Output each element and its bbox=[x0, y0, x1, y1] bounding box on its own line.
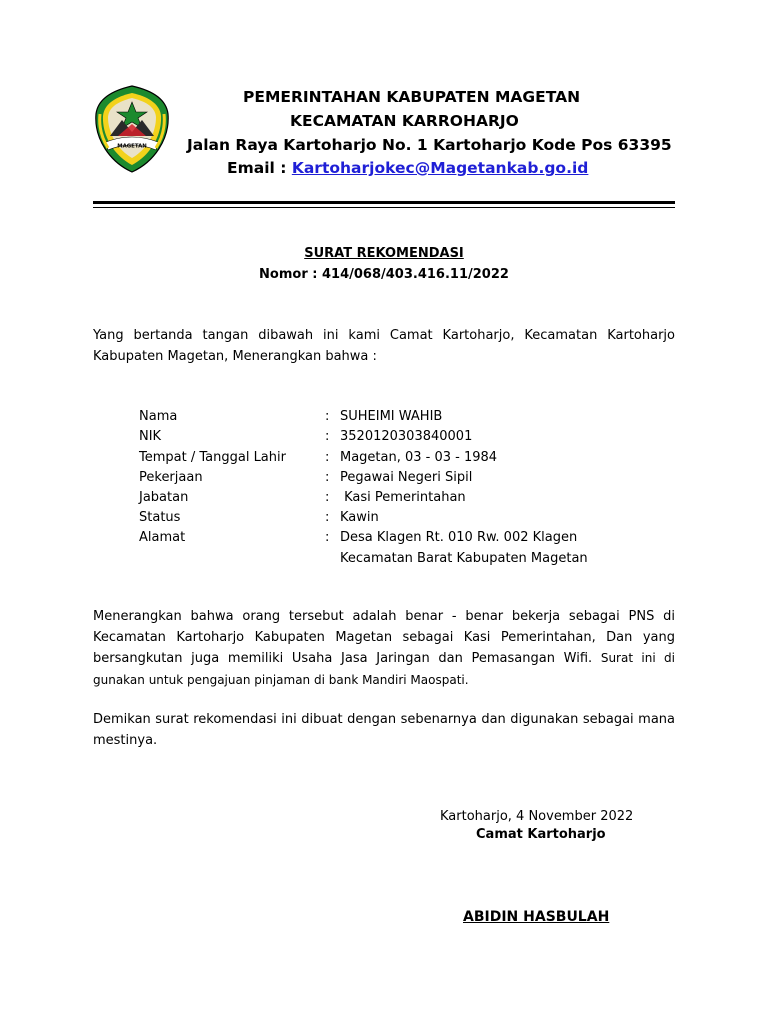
body-paragraph-part1: Menerangkan bahwa orang tersebut adalah benar - benar bekerja sebagai PNS di Kecamatan Kartoharjo Kabupaten Magetan sebagai Kasi Pemerintahan, Dan yang bersangkutan juga memiliki Usaha Jasa Jaringan dan Pemasangan Wifi. bbox=[93, 609, 675, 666]
letterhead-district: KECAMATAN KARROHARJO bbox=[290, 112, 519, 130]
identity-label: NIK bbox=[139, 429, 162, 444]
identity-value: SUHEIMI WAHIB bbox=[340, 409, 443, 424]
signature-place-date: Kartoharjo, 4 November 2022 bbox=[440, 809, 634, 824]
letterhead-government: PEMERINTAHAN KABUPATEN MAGETAN bbox=[243, 88, 581, 106]
body-paragraph-part2: Surat ini di gunakan untuk pengajuan pinjaman di bank Mandiri Maospati. bbox=[93, 651, 675, 687]
identity-separator: : bbox=[325, 450, 330, 465]
identity-separator: : bbox=[325, 429, 330, 444]
identity-separator: : bbox=[325, 510, 330, 525]
identity-separator: : bbox=[325, 530, 330, 545]
opening-paragraph: Yang bertanda tangan dibawah ini kami Camat Kartoharjo, Kecamatan Kartoharjo Kabupaten Magetan, Menerangkan bahwa : bbox=[93, 328, 675, 364]
identity-value: 3520120303840001 bbox=[340, 429, 473, 444]
signature-name: ABIDIN HASBULAH bbox=[463, 909, 610, 925]
identity-label: Status bbox=[139, 510, 181, 525]
identity-separator: : bbox=[325, 470, 330, 485]
identity-value-continued: Kecamatan Barat Kabupaten Magetan bbox=[340, 551, 588, 566]
identity-label: Alamat bbox=[139, 530, 186, 545]
identity-label: Nama bbox=[139, 409, 178, 424]
identity-separator: : bbox=[325, 490, 330, 505]
emblem-label: MAGETAN bbox=[117, 143, 147, 150]
email-label: Email : bbox=[227, 159, 292, 177]
identity-separator: : bbox=[325, 409, 330, 424]
identity-label: Tempat / Tanggal Lahir bbox=[139, 450, 286, 465]
letter-title bbox=[0, 246, 768, 261]
letterhead-email-line bbox=[227, 159, 588, 177]
letter-number: Nomor : 414/068/403.416.11/2022 bbox=[259, 267, 509, 282]
email-link[interactable]: Kartoharjokec@Magetankab.go.id bbox=[291, 159, 589, 177]
identity-value: Kawin bbox=[340, 510, 379, 525]
closing-paragraph: Demikan surat rekomendasi ini dibuat dengan sebenarnya dan digunakan sebagai mana mestinya. bbox=[93, 712, 675, 748]
identity-value: Desa Klagen Rt. 010 Rw. 002 Klagen bbox=[340, 530, 578, 545]
letterhead-divider-thin bbox=[93, 207, 675, 208]
identity-value: Kasi Pemerintahan bbox=[340, 490, 466, 505]
letterhead-divider-thick bbox=[93, 201, 675, 204]
letterhead-address: Jalan Raya Kartoharjo No. 1 Kartoharjo Kode Pos 63395 bbox=[187, 136, 672, 154]
letter-title-text: SURAT REKOMENDASI bbox=[304, 246, 464, 261]
regency-emblem-icon bbox=[92, 84, 172, 174]
identity-label: Pekerjaan bbox=[139, 470, 203, 485]
identity-value: Magetan, 03 - 03 - 1984 bbox=[340, 450, 498, 465]
identity-label: Jabatan bbox=[139, 490, 189, 505]
identity-value: Pegawai Negeri Sipil bbox=[340, 470, 473, 485]
signature-position: Camat Kartoharjo bbox=[476, 827, 606, 842]
body-paragraph bbox=[93, 607, 675, 691]
